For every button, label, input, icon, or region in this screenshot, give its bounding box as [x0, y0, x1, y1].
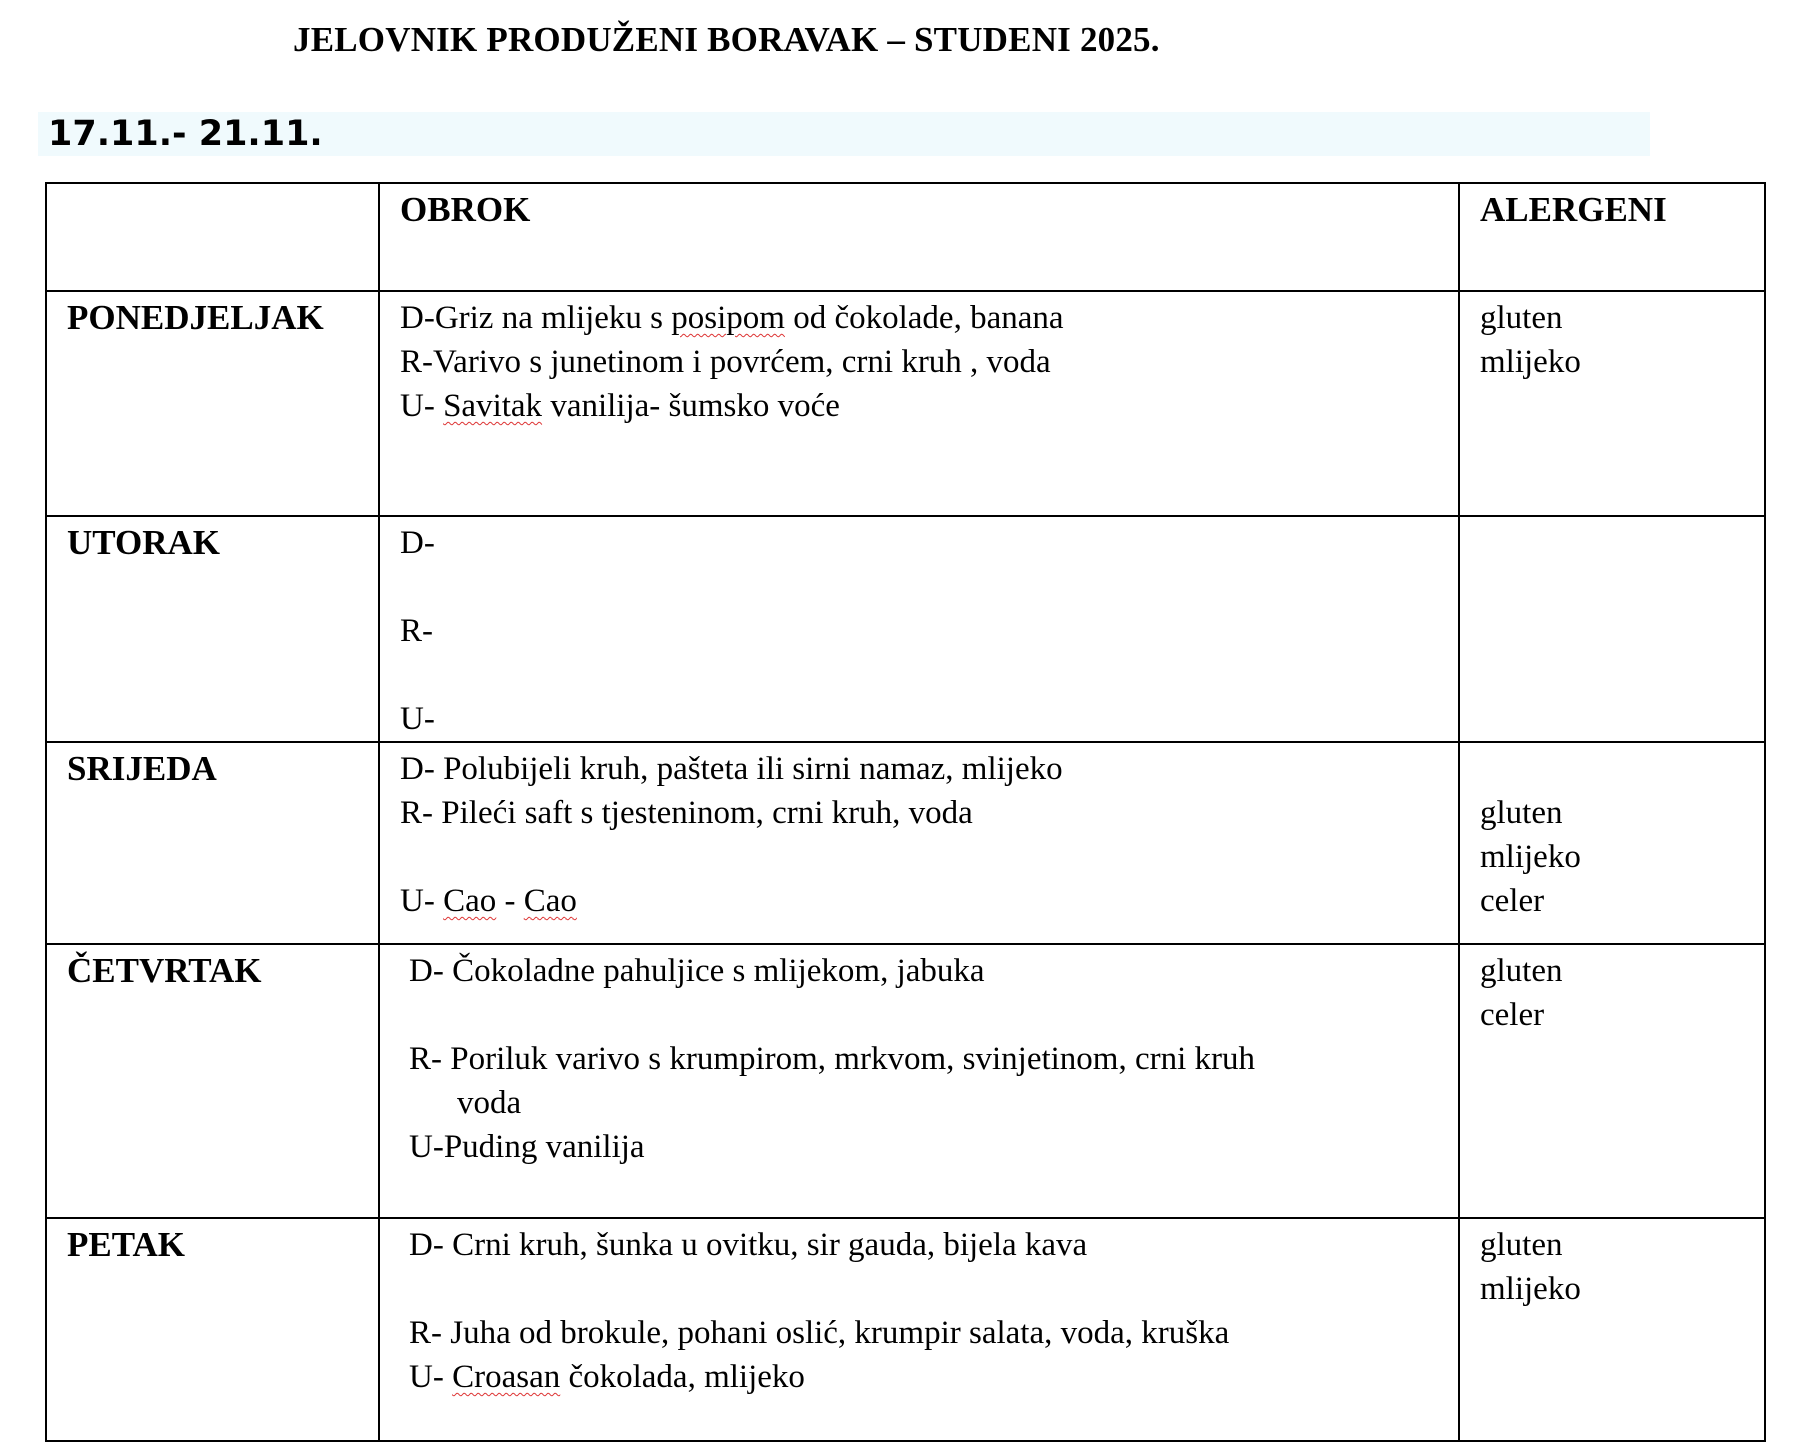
- meal-breakfast: D-: [400, 525, 435, 561]
- header-day-label: [47, 184, 378, 188]
- meal-list: [380, 292, 1458, 428]
- meal-list: [380, 743, 1458, 923]
- day-cell: [46, 516, 379, 742]
- spellcheck-word: Cao: [523, 883, 577, 919]
- meal-cell: [379, 742, 1459, 944]
- table-header-row: [46, 183, 1765, 291]
- meal-lunch: R- Juha od brokule, pohani oslić, krumpir salata, voda, kruška: [409, 1315, 1230, 1351]
- allergen-item: mlijeko: [1480, 839, 1581, 875]
- allergen-item: mlijeko: [1480, 344, 1581, 380]
- meal-lunch: R-: [400, 613, 433, 649]
- allergen-list: [1460, 292, 1764, 384]
- allergens-cell: [1459, 516, 1765, 742]
- allergen-item: gluten: [1480, 795, 1563, 831]
- meal-breakfast: D- Čokoladne pahuljice s mlijekom, jabuka: [409, 953, 985, 989]
- day-cell: [46, 944, 379, 1218]
- allergen-list: [1460, 945, 1764, 1037]
- day-cell: [46, 742, 379, 944]
- meal-snack: U-Puding vanilija: [409, 1129, 645, 1165]
- meal-list: [380, 945, 1458, 1169]
- day-label-friday: PETAK: [67, 1225, 185, 1264]
- allergens-cell: [1459, 944, 1765, 1218]
- meal-breakfast: D-Griz na mlijeku s posipom od čokolade, banana: [400, 300, 1064, 336]
- table-row: [46, 944, 1765, 1218]
- header-allergens-cell: [1459, 183, 1765, 291]
- allergen-item: gluten: [1480, 300, 1563, 336]
- menu-table: [45, 182, 1766, 1442]
- allergen-item: celer: [1480, 883, 1545, 919]
- allergens-cell: [1459, 291, 1765, 516]
- allergens-cell: [1459, 1218, 1765, 1441]
- header-allergens-label: ALERGENI: [1480, 190, 1667, 229]
- allergen-list: [1460, 1219, 1764, 1311]
- allergen-list: [1460, 517, 1764, 521]
- meal-lunch: R- Pileći saft s tjesteninom, crni kruh, voda: [400, 795, 973, 831]
- spellcheck-word: Cao: [443, 883, 497, 919]
- day-cell: [46, 291, 379, 516]
- meal-breakfast: D- Polubijeli kruh, pašteta ili sirni namaz, mlijeko: [400, 751, 1063, 787]
- meal-list: [380, 517, 1458, 741]
- meal-snack: U- Savitak vanilija- šumsko voće: [400, 388, 840, 424]
- table-row: [46, 742, 1765, 944]
- meal-lunch: R- Poriluk varivo s krumpirom, mrkvom, svinjetinom, crni kruh: [409, 1041, 1256, 1077]
- week-range-label: 17.11.- 21.11.: [48, 114, 323, 154]
- allergen-item: gluten: [1480, 1227, 1563, 1263]
- header-meal-label: OBROK: [400, 190, 531, 229]
- spellcheck-word: Croasan: [452, 1359, 561, 1395]
- allergen-item: celer: [1480, 997, 1545, 1033]
- document-title: JELOVNIK PRODUŽENI BORAVAK – STUDENI 2025.: [293, 20, 1160, 59]
- meal-snack: U- Cao - Cao: [400, 883, 577, 919]
- meal-snack: U-: [400, 701, 435, 737]
- allergen-item: gluten: [1480, 953, 1563, 989]
- meal-lunch: R-Varivo s junetinom i povrćem, crni kruh , voda: [400, 344, 1051, 380]
- day-label-monday: PONEDJELJAK: [67, 298, 324, 337]
- allergen-item: mlijeko: [1480, 1271, 1581, 1307]
- day-label-tuesday: UTORAK: [67, 523, 220, 562]
- table-row: [46, 516, 1765, 742]
- spellcheck-word: Savitak: [443, 388, 543, 424]
- meal-breakfast: D- Crni kruh, šunka u ovitku, sir gauda, bijela kava: [409, 1227, 1088, 1263]
- allergens-cell: [1459, 742, 1765, 944]
- week-range-band: [38, 112, 1650, 156]
- header-day-cell: [46, 183, 379, 291]
- meal-cell: [379, 291, 1459, 516]
- meal-list: [380, 1219, 1458, 1399]
- table-row: [46, 1218, 1765, 1441]
- day-label-thursday: ČETVRTAK: [67, 951, 262, 990]
- meal-cell: [379, 516, 1459, 742]
- spellcheck-word: posipom: [671, 300, 785, 336]
- meal-lunch-continued: voda: [457, 1085, 522, 1121]
- day-cell: [46, 1218, 379, 1441]
- meal-cell: [379, 1218, 1459, 1441]
- day-label-wednesday: SRIJEDA: [67, 749, 217, 788]
- meal-snack: U- Croasan čokolada, mlijeko: [409, 1359, 805, 1395]
- allergen-list: [1460, 743, 1764, 923]
- meal-cell: [379, 944, 1459, 1218]
- table-row: [46, 291, 1765, 516]
- header-meal-cell: [379, 183, 1459, 291]
